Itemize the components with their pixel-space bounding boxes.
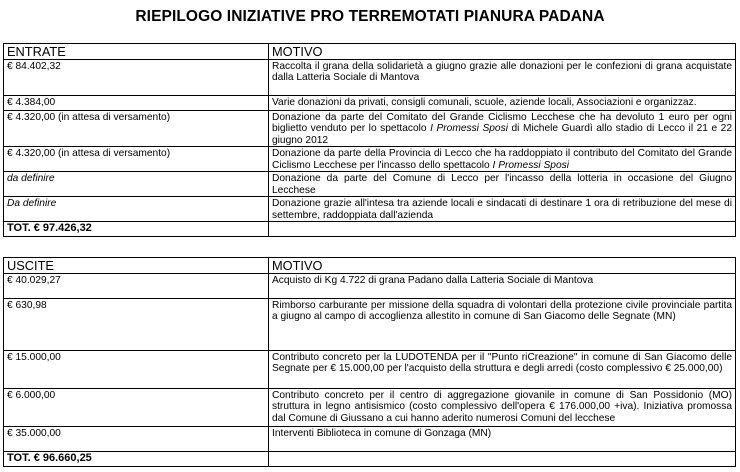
table-row — [4, 427, 736, 452]
table-row — [4, 274, 736, 299]
entrate-header-row — [4, 44, 736, 60]
total-amount: TOT. € 96.660,25 — [4, 452, 269, 467]
entrate-table — [3, 43, 736, 237]
total-row — [4, 452, 736, 467]
show-title: I Promessi Sposi — [492, 159, 569, 171]
table-row — [4, 60, 736, 96]
table-row — [4, 197, 736, 222]
amount-cell: € 35.000,00 — [4, 427, 269, 452]
entrate-header: ENTRATE — [4, 44, 269, 60]
table-row — [4, 351, 736, 389]
reason-cell — [269, 111, 736, 147]
uscite-header: USCITE — [4, 258, 269, 274]
amount-cell: da definire — [4, 172, 269, 197]
total-amount: TOT. € 97.426,32 — [4, 222, 269, 237]
amount-cell: € 84.402,32 — [4, 60, 269, 96]
reason-cell: Acquisto di Kg 4.722 di grana Padano dalla Latteria Sociale di Mantova — [269, 274, 736, 299]
show-title: I Promessi Sposi — [430, 123, 508, 135]
amount-cell: € 15.000,00 — [4, 351, 269, 389]
uscite-header-row — [4, 258, 736, 274]
table-row — [4, 172, 736, 197]
amount-cell: € 4.320,00 (in attesa di versamento) — [4, 147, 269, 172]
table-row — [4, 389, 736, 427]
motivo-header: MOTIVO — [269, 44, 736, 60]
reason-text: Donazione da parte della Provincia di Lecco che ha raddoppiato il contributo del Comitato del Grande Ciclismo Lecchese per l'incasso dello spettacolo — [272, 148, 732, 171]
reason-cell: Contributo concreto per la LUDOTENDA per il "Punto riCreazione" in comune di San Giacomo delle Segnate per € 15.000,00 per l'acquisto della struttura e degli arredi (costo complessivo € 25.000,00) — [269, 351, 736, 389]
reason-cell: Interventi Biblioteca in comune di Gonzaga (MN) — [269, 427, 736, 452]
amount-cell: € 4.320,00 (in attesa di versamento) — [4, 111, 269, 147]
page-title: RIEPILOGO INIZIATIVE PRO TERREMOTATI PIANURA PADANA — [135, 8, 605, 25]
empty-cell — [269, 222, 736, 237]
reason-cell: Contributo concreto per il centro di aggregazione giovanile in comune di San Possidonio (MO) struttura in legno antisismico (costo complessivo dell'opera € 176.000,00 +iva). Iniziativa promossa dal Comune di Giussano a cui hanno aderito numerosi Comuni del lecchese — [269, 389, 736, 427]
motivo-header: MOTIVO — [269, 258, 736, 274]
reason-cell: Raccolta il grana della solidarietà a giugno grazie alle donazioni per le confezioni di grana acquistate dalla Latteria Sociale di Mantova — [269, 60, 736, 96]
reason-text: Donazione da parte del Comitato del Grande Ciclismo Lecchese che ha devoluto 1 euro per ogni biglietto venduto per lo spettacolo — [272, 112, 732, 135]
reason-cell: Donazione grazie all'intesa tra aziende locali e sindacati di destinare 1 ora di retribuzione del mese di settembre, raddoppiata dall'azienda — [269, 197, 736, 222]
amount-cell: € 40.029,27 — [4, 274, 269, 299]
uscite-table — [3, 257, 736, 467]
empty-cell — [269, 452, 736, 467]
total-row — [4, 222, 736, 237]
reason-cell: Varie donazioni da privati, consigli comunali, scuole, aziende locali, Associazioni e organizzaz. — [269, 96, 736, 111]
reason-cell: Rimborso carburante per missione della squadra di volontari della protezione civile provinciale partita a giugno al campo di accoglienza allestito in comune di San Giacomo delle Segnate (MN) — [269, 299, 736, 351]
reason-cell: Donazione da parte del Comune di Lecco per l'incasso della lotteria in occasione del Giugno Lecchese — [269, 172, 736, 197]
table-row — [4, 299, 736, 351]
reason-text: di Michele Guardì allo stadio di Lecco il 21 e 22 giugno 2012 — [272, 123, 732, 146]
amount-cell: € 4.384,00 — [4, 96, 269, 111]
table-row — [4, 111, 736, 147]
amount-cell: € 630,98 — [4, 299, 269, 351]
table-row — [4, 96, 736, 111]
amount-cell: Da definire — [4, 197, 269, 222]
amount-cell: € 6.000,00 — [4, 389, 269, 427]
table-row — [4, 147, 736, 172]
reason-cell — [269, 147, 736, 172]
